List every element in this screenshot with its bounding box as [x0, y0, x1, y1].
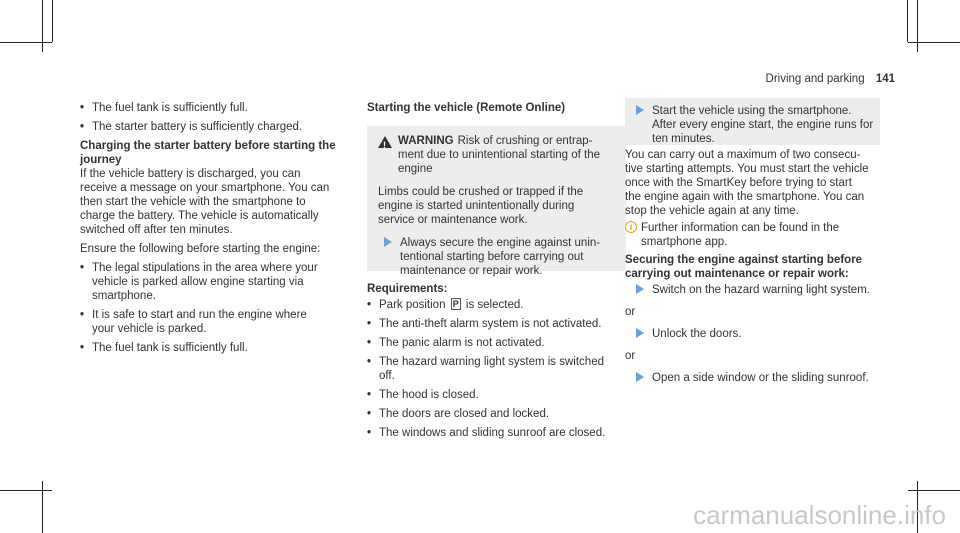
list-item: • The hood is closed. [367, 389, 479, 401]
section-heading: Starting the vehicle (Remote Online) [367, 102, 566, 114]
list-item: • The windows and sliding sunroof are closed. [367, 427, 606, 439]
list-item: • The hazard warning light system is switched off. [367, 356, 604, 382]
crop-mark [52, 0, 53, 42]
crop-mark [917, 0, 918, 52]
step: Switch on the hazard warning light system. [630, 283, 892, 297]
arrow-right-icon [636, 372, 644, 382]
section-heading: Securing the engine against starting before carrying out maintenance or repair work: [625, 254, 863, 280]
list-item: • The starter battery is sufficiently charged. [80, 121, 303, 133]
arrow-right-icon [636, 284, 644, 294]
list-item: • The doors are closed and locked. [367, 408, 550, 420]
step: Start the vehicle using the smartphone. After every engine start, the engine runs for ten minutes. [630, 104, 892, 146]
step: Unlock the doors. [630, 327, 892, 341]
crop-mark [907, 0, 908, 42]
page-number: 141 [875, 73, 895, 85]
list-item: • It is safe to start and run the engine where your vehicle is parked. [80, 309, 307, 335]
requirements [367, 282, 627, 440]
or-text: or [625, 350, 636, 362]
warning-body: Limbs could be crushed or trapped if the engine is started unintentionally during service or maintenance work. [378, 186, 584, 226]
step: Open a side window or the sliding sunroof. [630, 371, 892, 385]
requirements-heading: Requirements: [367, 283, 448, 295]
list-item: • The fuel tank is sufficiently full. [80, 342, 248, 354]
list-item: • The fuel tank is sufficiently full. [80, 102, 248, 114]
crop-mark [908, 42, 960, 43]
list-item: • The anti-theft alarm system is not activated. [367, 318, 602, 330]
warning-step: Always secure the engine against unin- tentional starting before carrying out maintenance or repair work. [378, 236, 618, 278]
arrow-right-icon [636, 105, 644, 115]
arrow-right-icon [384, 237, 392, 247]
warning-icon [378, 136, 392, 148]
park-position-icon: P [452, 299, 459, 309]
info-icon: i [625, 221, 637, 233]
list-item: • The panic alarm is not activated. [367, 337, 545, 349]
arrow-right-icon [636, 328, 644, 338]
right-column [625, 104, 892, 385]
paragraph: If the vehicle battery is discharged, you can receive a message on your smartphone. You can then start the vehicle with the smartphone to charge the battery. The vehicle is automatically switched off after ten minutes. [80, 168, 330, 236]
section-heading: Charging the starter battery before starting the journey [80, 140, 336, 166]
crop-mark [0, 42, 52, 43]
list-item: • Park position P is selected. [367, 299, 524, 311]
page-header [766, 73, 895, 85]
or-text: or [625, 306, 636, 318]
crop-mark [42, 0, 43, 52]
crop-mark [42, 481, 43, 533]
section-title: Driving and parking [765, 73, 865, 85]
list-item: • The legal stipulations in the area where your vehicle is parked allow engine starting via smartphone. [80, 262, 318, 302]
crop-mark [0, 490, 52, 491]
info-note: i Further information can be found in the smartphone app. [625, 221, 892, 249]
warning-label: WARNING [398, 135, 454, 147]
paragraph: You can carry out a maximum of two consecu- tive starting attempts. You must start the vehicle once with the SmartKey before trying to start the engine again with the smartphone. You can stop the vehicle again at any time. [625, 149, 869, 217]
left-column [80, 101, 350, 355]
crop-mark [908, 490, 960, 491]
watermark: carmanualsonline.info [693, 500, 946, 530]
warning-box: ! WARNING Risk of crushing or entrap- ment due to unintentional starting of the engine Limbs could be crushed or trapped if the engine is started unintentionally during service or maintenance work. Always secure the engine against unin- tentional starting before carrying out maintenance or repair work. [367, 126, 626, 271]
paragraph: Ensure the following before starting the engine: [80, 243, 321, 255]
middle-column [367, 101, 627, 115]
